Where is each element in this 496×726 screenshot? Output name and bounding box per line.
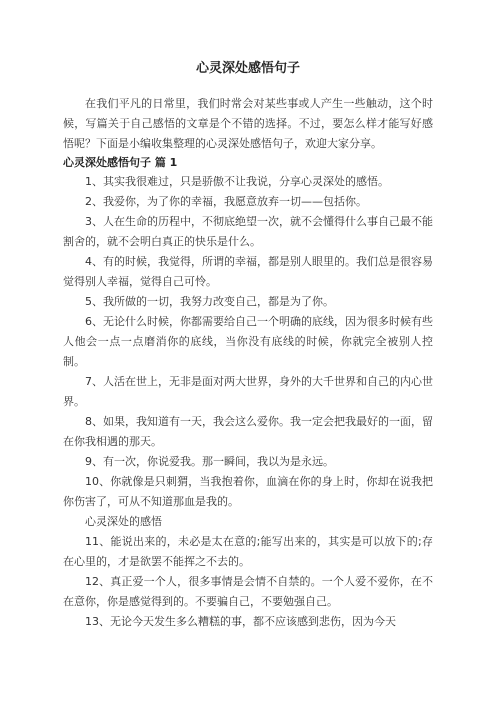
list-item: 12、真正爱一个人，很多事情是会情不自禁的。一个人爱不爱你，在不在意你，你是感觉得到的。不要骗自己，不要勉强自己。 [63, 575, 433, 608]
subheading: 心灵深处的感悟 [85, 515, 162, 528]
list-item: 1、其实我很难过，只是骄傲不让我说，分享心灵深处的感悟。 [85, 175, 389, 188]
intro-paragraph: 在我们平凡的日常里，我们时常会对某些事或人产生一些触动，这个时候，写篇关于自己感悟的文章是个不错的选择。不过，要怎么样才能写好感悟呢？下面是小编收集整理的心灵深处感悟句子，欢迎大家分享。 [63, 97, 433, 150]
document-body [63, 94, 433, 726]
list-item: 8、如果，我知道有一天，我会这么爱你。我一定会把我最好的一面，留在你我相遇的那天。 [63, 415, 433, 448]
list-item: 5、我所做的一切，我努力改变自己，都是为了你。 [85, 295, 334, 308]
document-title: 心灵深处感悟句子 [195, 61, 300, 76]
list-item: 3、人在生命的历程中，不彻底绝望一次，就不会懂得什么事自己最不能割舍的，就不会明白真正的快乐是什么。 [63, 215, 433, 248]
list-item: 6、无论什么时候，你都需要给自己一个明确的底线，因为很多时候有些人他会一点一点磨消你的底线，当你没有底线的时候，你就完全被别人控制。 [63, 315, 433, 368]
list-item: 13、无论今天发生多么糟糕的事，都不应该感到悲伤，因为今天 [85, 615, 396, 628]
list-item: 7、人活在世上，无非是面对两大世界，身外的大千世界和自己的内心世界。 [63, 375, 433, 408]
section-heading: 心灵深处感悟句子 篇 1 [63, 156, 178, 169]
list-item: 10、你就像是只刺猬，当我抱着你，血滴在你的身上时，你却在说我把你伤害了，可从不知道那血是我的。 [63, 475, 433, 508]
list-item: 9、有一次，你说爱我。那一瞬间，我以为是永远。 [85, 455, 334, 468]
list-item: 4、有的时候，我觉得，所谓的幸福，都是别人眼里的。我们总是很容易觉得别人幸福，觉得自己可怜。 [63, 255, 433, 288]
list-item: 11、能说出来的，未必是太在意的;能写出来的，其实是可以放下的;存在心里的，才是欲罢不能挥之不去的。 [63, 535, 433, 568]
list-item: 2、我爱你，为了你的幸福，我愿意放弃一切——包括你。 [85, 195, 367, 208]
